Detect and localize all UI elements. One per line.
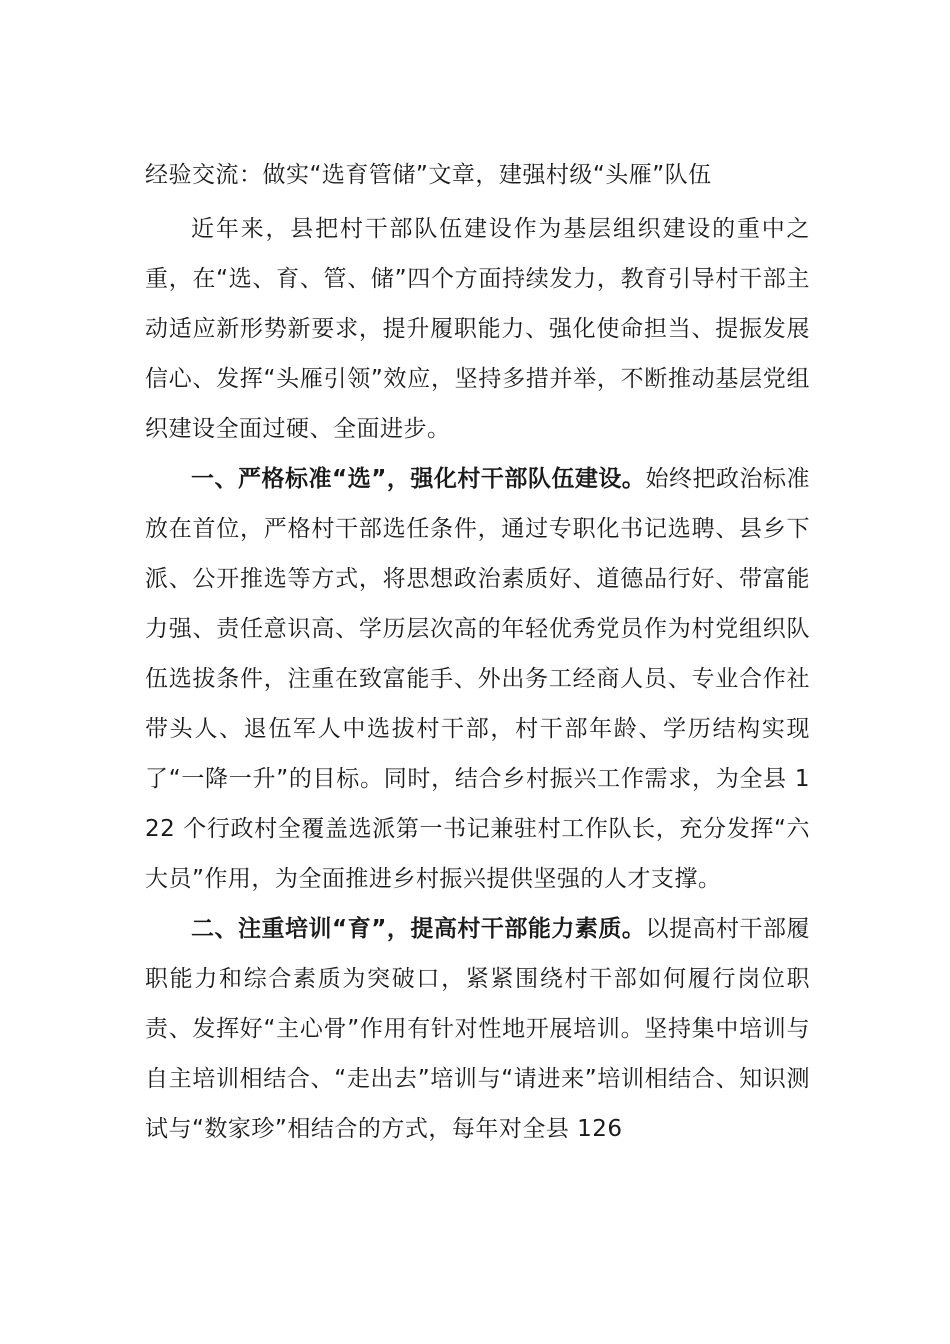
paragraph-section-2: [145, 904, 810, 1154]
paragraph-text: 近年来，县把村干部队伍建设作为基层组织建设的重中之重，在“选、育、管、储”四个方面持续发力，教育引导村干部主动适应新形势新要求，提升履职能力、强化使命担当、提振发展信心、发挥“头雁引领”效应，坚持多措并举，不断推动基层党组织建设全面过硬、全面进步。: [145, 216, 810, 442]
document-title: 经验交流：做实“选育管储”文章，建强村级“头雁”队伍: [145, 162, 712, 188]
paragraph-text: 以提高村干部履职能力和综合素质为突破口，紧紧围绕村干部如何履行岗位职责、发挥好“主心骨”作用有针对性地开展培训。坚持集中培训与自主培训相结合、“走出去”培训与“请进来”培训相结合、知识测试与“数家珍”相结合的方式，每年对全县 126: [145, 916, 810, 1142]
paragraph-text: 始终把政治标准放在首位，严格村干部选任条件，通过专职化书记选聘、县乡下派、公开推选等方式，将思想政治素质好、道德品行好、带富能力强、责任意识高、学历层次高的年轻优秀党员作为村党组织队伍选拔条件，注重在致富能手、外出务工经商人员、专业合作社带头人、退伍军人中选拔村干部，村干部年龄、学历结构实现了“一降一升”的目标。同时，结合乡村振兴工作需求，为全县 122 个行政村全覆盖选派第一书记兼驻村工作队长，充分发挥“六大员”作用，为全面推进乡村振兴提供坚强的人才支撑。: [145, 466, 810, 892]
section-heading: 一、严格标准“选”，强化村干部队伍建设。: [191, 466, 646, 492]
paragraph-intro: [145, 204, 810, 454]
paragraph-section-1: [145, 454, 810, 904]
document-page: [145, 150, 810, 1154]
section-heading: 二、注重培训“育”，提高村干部能力素质。: [191, 916, 646, 942]
